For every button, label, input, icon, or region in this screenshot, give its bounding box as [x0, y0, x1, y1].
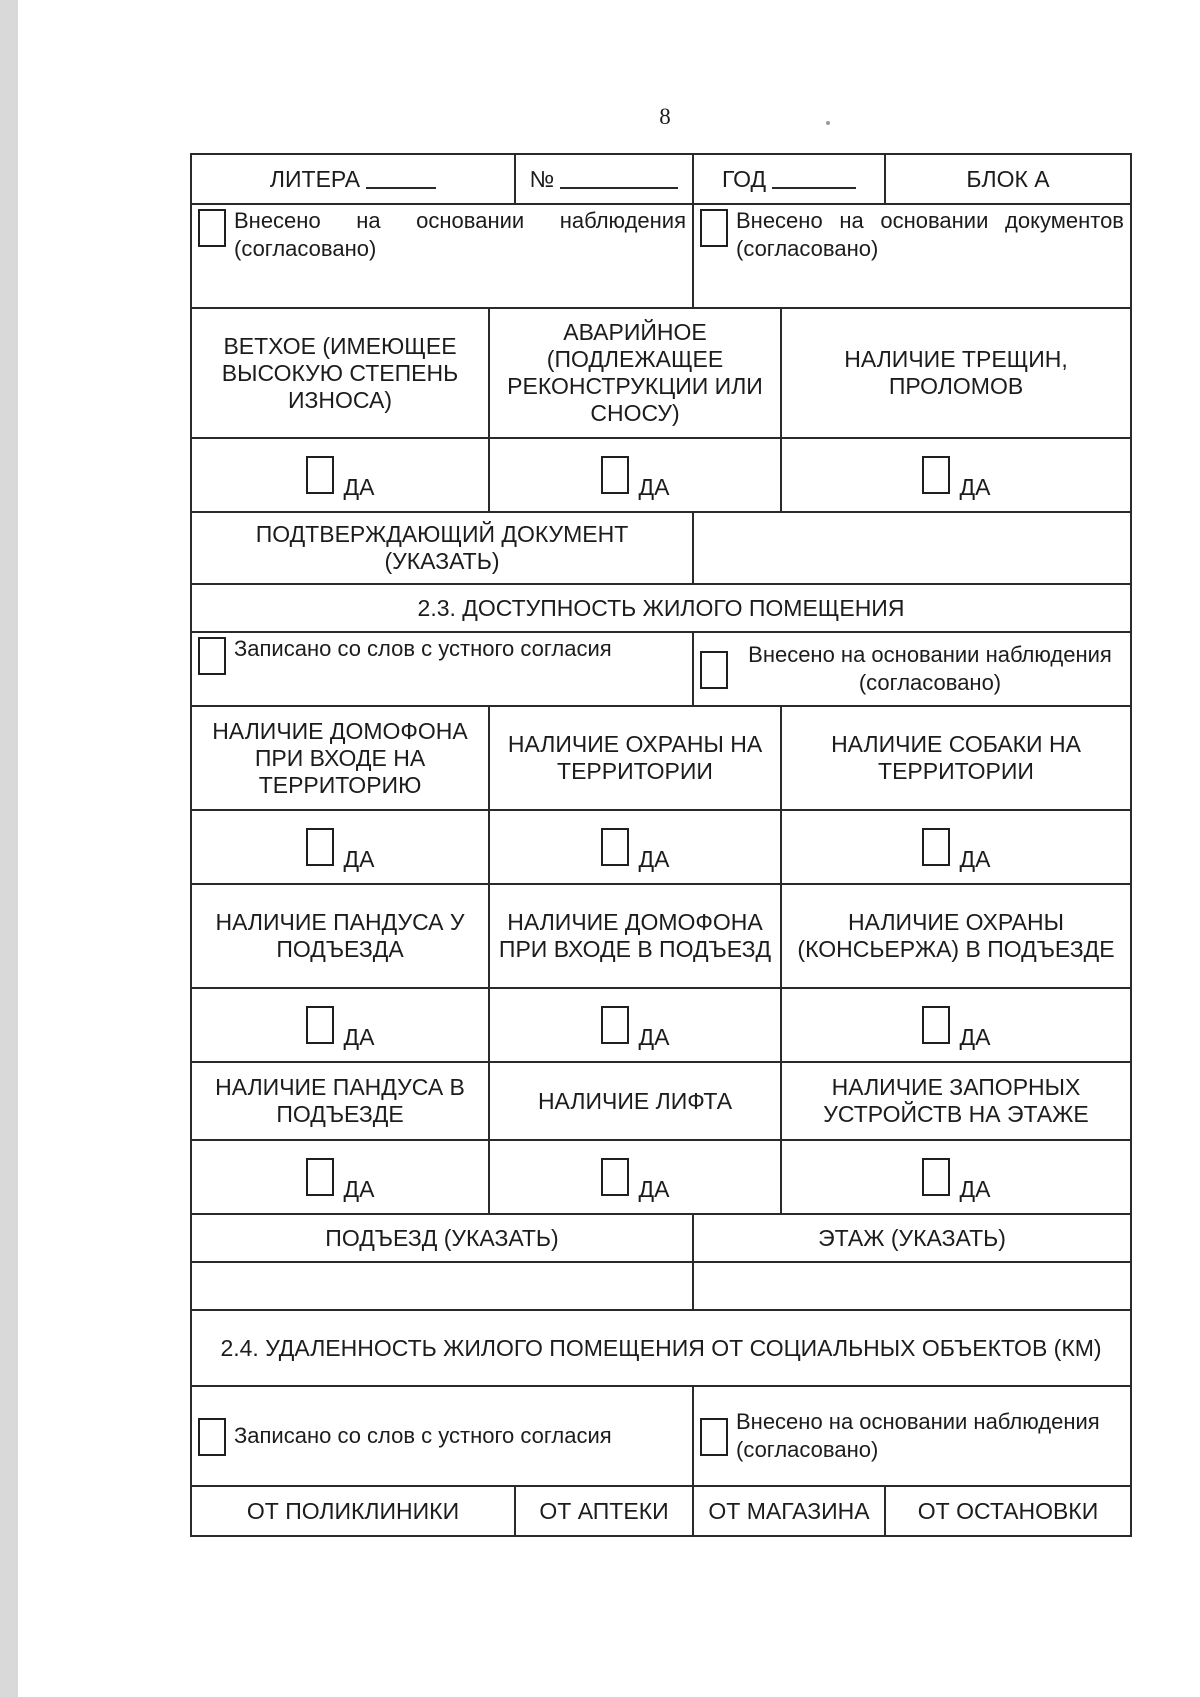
condition-header: АВАРИЙНОЕ (ПОДЛЕЖАЩЕЕ РЕКОНСТРУКЦИИ ИЛИ СНОСУ)	[488, 309, 780, 437]
condition-header: НАЛИЧИЕ ТРЕЩИН, ПРОЛОМОВ	[780, 309, 1130, 437]
year-blank[interactable]	[772, 169, 856, 189]
oral-consent-label: Записано со слов с устного согласия	[234, 1423, 612, 1448]
yes-checkbox[interactable]	[922, 828, 950, 866]
yes-label: ДА	[638, 845, 670, 872]
observation-consent-checkbox[interactable]	[700, 651, 728, 689]
yes-option[interactable]	[192, 439, 488, 511]
yes-label: ДА	[343, 1023, 375, 1050]
litera-field[interactable]	[192, 155, 514, 203]
litera-blank[interactable]	[366, 169, 436, 189]
yes-option[interactable]	[192, 811, 488, 883]
yes-label: ДА	[343, 473, 375, 500]
yes-checkbox[interactable]	[601, 1158, 629, 1196]
confirming-doc-field[interactable]	[692, 513, 1130, 583]
access-header: НАЛИЧИЕ ПАНДУСА У ПОДЪЕЗДА	[215, 909, 465, 962]
oral-consent-label: Записано со слов с устного согласия	[234, 636, 612, 661]
floor-label: ЭТАЖ (УКАЗАТЬ)	[692, 1215, 1130, 1261]
entrance-field[interactable]	[192, 1263, 692, 1309]
survey-form	[190, 153, 1132, 1537]
yes-label: ДА	[959, 1175, 991, 1202]
section-title: 2.4. УДАЛЕННОСТЬ ЖИЛОГО ПОМЕЩЕНИЯ ОТ СОЦИАЛЬНЫХ ОБЪЕКТОВ (КМ)	[220, 1334, 1102, 1361]
yes-checkbox[interactable]	[922, 456, 950, 494]
distance-column-header: ОТ ПОЛИКЛИНИКИ	[246, 1497, 460, 1524]
yes-option[interactable]	[488, 439, 780, 511]
oral-consent-option[interactable]	[192, 1387, 692, 1485]
access-header: НАЛИЧИЕ ЗАПОРНЫХ УСТРОЙСТВ НА ЭТАЖЕ	[780, 1063, 1130, 1139]
access-header: НАЛИЧИЕ ДОМОФОНА ПРИ ВХОДЕ НА ТЕРРИТОРИЮ	[212, 717, 468, 798]
yes-label: ДА	[959, 473, 991, 500]
source-row	[190, 205, 1132, 309]
yes-checkbox[interactable]	[306, 456, 334, 494]
yes-option[interactable]	[192, 989, 488, 1061]
observation-checkbox[interactable]	[198, 209, 226, 247]
page-number: 8	[659, 104, 671, 129]
yes-checkbox[interactable]	[306, 1006, 334, 1044]
year-field[interactable]	[692, 155, 884, 203]
distance-column-header: ОТ АПТЕКИ	[514, 1487, 692, 1535]
section-title: 2.3. ДОСТУПНОСТЬ ЖИЛОГО ПОМЕЩЕНИЯ	[417, 594, 905, 621]
observation-consent-checkbox[interactable]	[700, 1418, 728, 1456]
confirming-doc-row	[190, 513, 1132, 585]
yes-checkbox[interactable]	[306, 828, 334, 866]
yes-label: ДА	[638, 1175, 670, 1202]
number-label: №	[529, 165, 555, 192]
yes-option[interactable]	[488, 989, 780, 1061]
litera-label: ЛИТЕРА	[269, 165, 361, 192]
block-label: БЛОК А	[884, 155, 1130, 203]
floor-field[interactable]	[692, 1263, 1130, 1309]
observation-consent-label: Внесено на основании наблюдения (согласовано)	[748, 642, 1112, 695]
yes-option[interactable]	[488, 1141, 780, 1213]
distance-column-header: ОТ МАГАЗИНА	[692, 1487, 884, 1535]
confirming-doc-label: ПОДТВЕРЖДАЮЩИЙ ДОКУМЕНТ (УКАЗАТЬ)	[255, 521, 629, 574]
access-yes-row	[190, 1141, 1132, 1215]
yes-checkbox[interactable]	[601, 828, 629, 866]
access-header: НАЛИЧИЕ СОБАКИ НА ТЕРРИТОРИИ	[780, 707, 1130, 809]
yes-checkbox[interactable]	[922, 1158, 950, 1196]
distance-header-row	[190, 1487, 1132, 1537]
scan-speck	[826, 121, 830, 125]
access-yes-row	[190, 811, 1132, 885]
distance-column-header: ОТ ОСТАНОВКИ	[884, 1487, 1130, 1535]
oral-consent-checkbox[interactable]	[198, 1418, 226, 1456]
oral-consent-option[interactable]	[192, 633, 692, 705]
section-2-3-consent-row	[190, 633, 1132, 707]
observation-label: Внесено на основании наблюдения (согласовано)	[234, 208, 686, 261]
yes-option[interactable]	[780, 1141, 1130, 1213]
observation-option[interactable]	[192, 205, 692, 307]
yes-option[interactable]	[488, 811, 780, 883]
section-2-4-title-row	[190, 1311, 1132, 1387]
condition-header-row	[190, 309, 1132, 439]
yes-checkbox[interactable]	[922, 1006, 950, 1044]
access-header: НАЛИЧИЕ ОХРАНЫ (КОНСЬЕРЖА) В ПОДЪЕЗДЕ	[780, 885, 1130, 987]
number-blank[interactable]	[560, 169, 678, 189]
header-row	[190, 153, 1132, 205]
section-2-4-consent-row	[190, 1387, 1132, 1487]
yes-option[interactable]	[192, 1141, 488, 1213]
yes-checkbox[interactable]	[601, 456, 629, 494]
yes-option[interactable]	[780, 439, 1130, 511]
access-header: НАЛИЧИЕ ДОМОФОНА ПРИ ВХОДЕ В ПОДЪЕЗД	[488, 885, 780, 987]
oral-consent-checkbox[interactable]	[198, 637, 226, 675]
entrance-label: ПОДЪЕЗД (УКАЗАТЬ)	[325, 1224, 559, 1251]
documents-option[interactable]	[692, 205, 1130, 307]
entrance-floor-row	[190, 1215, 1132, 1263]
yes-option[interactable]	[780, 811, 1130, 883]
yes-label: ДА	[638, 1023, 670, 1050]
access-header: НАЛИЧИЕ ОХРАНЫ НА ТЕРРИТОРИИ	[488, 707, 780, 809]
scan-edge	[0, 0, 18, 1697]
yes-label: ДА	[343, 845, 375, 872]
documents-checkbox[interactable]	[700, 209, 728, 247]
year-label: ГОД	[721, 165, 767, 192]
yes-option[interactable]	[780, 989, 1130, 1061]
yes-label: ДА	[343, 1175, 375, 1202]
yes-checkbox[interactable]	[601, 1006, 629, 1044]
documents-label: Внесено на основании документов (согласовано)	[736, 208, 1124, 261]
access-header: НАЛИЧИЕ ПАНДУСА В ПОДЪЕЗДЕ	[215, 1074, 465, 1127]
yes-label: ДА	[638, 473, 670, 500]
access-header-row	[190, 885, 1132, 989]
access-header-row	[190, 1063, 1132, 1141]
yes-label: ДА	[959, 845, 991, 872]
observation-consent-label: Внесено на основании наблюдения (согласовано)	[736, 1409, 1100, 1462]
condition-yes-row	[190, 439, 1132, 513]
access-header: НАЛИЧИЕ ЛИФТА	[488, 1063, 780, 1139]
condition-header: ВЕТХОЕ (ИМЕЮЩЕЕ ВЫСОКУЮ СТЕПЕНЬ ИЗНОСА)	[221, 332, 459, 413]
yes-checkbox[interactable]	[306, 1158, 334, 1196]
access-yes-row	[190, 989, 1132, 1063]
access-header-row	[190, 707, 1132, 811]
yes-label: ДА	[959, 1023, 991, 1050]
observation-consent-option[interactable]	[692, 1387, 1130, 1485]
entrance-floor-input-row	[190, 1263, 1132, 1311]
observation-consent-option[interactable]	[692, 633, 1130, 705]
section-2-3-title-row	[190, 585, 1132, 633]
number-field[interactable]	[514, 155, 692, 203]
